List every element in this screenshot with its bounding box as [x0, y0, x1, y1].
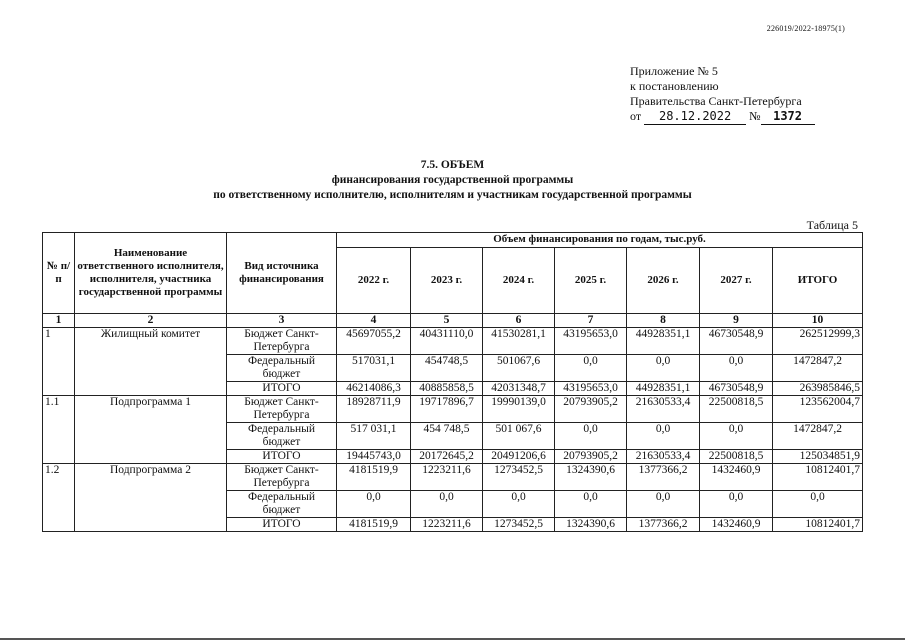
document-title	[0, 158, 905, 203]
value-cell: 0,0	[555, 355, 627, 382]
column-index: 10	[773, 314, 863, 328]
header-year-2023: 2023 г.	[411, 248, 483, 314]
value-cell: 46214086,3	[337, 382, 411, 396]
appendix-block	[630, 64, 815, 125]
value-cell: 501 067,6	[483, 423, 555, 450]
header-volume: Объем финансирования по годам, тыс.руб.	[337, 233, 863, 248]
value-cell: 454 748,5	[411, 423, 483, 450]
value-cell: 0,0	[700, 423, 773, 450]
funding-source: ИТОГО	[227, 382, 337, 396]
value-cell: 0,0	[555, 423, 627, 450]
funding-source: Бюджет Санкт-Петербурга	[227, 328, 337, 355]
column-index-row	[43, 314, 863, 328]
value-cell: 19717896,7	[411, 396, 483, 423]
value-cell: 22500818,5	[700, 450, 773, 464]
title-line-1: 7.5. ОБЪЕМ	[420, 159, 485, 171]
value-cell: 45697055,2	[337, 328, 411, 355]
value-cell: 1432460,9	[700, 518, 773, 532]
table-row	[43, 464, 863, 491]
value-cell: 21630533,4	[627, 450, 700, 464]
appendix-date-line	[630, 109, 815, 125]
header-year-2027: 2027 г.	[700, 248, 773, 314]
value-cell: 1223211,6	[411, 518, 483, 532]
value-cell: 454748,5	[411, 355, 483, 382]
total-cell: 263985846,5	[773, 382, 863, 396]
value-cell: 1223211,6	[411, 464, 483, 491]
value-cell: 20793905,2	[555, 450, 627, 464]
value-cell: 1273452,5	[483, 518, 555, 532]
column-index: 6	[483, 314, 555, 328]
header-year-2022: 2022 г.	[337, 248, 411, 314]
value-cell: 43195653,0	[555, 382, 627, 396]
header-name: Наименование ответственного исполнителя, исполнителя, участника государственной программы	[75, 233, 227, 314]
column-index: 9	[700, 314, 773, 328]
appendix-line-3: Правительства Санкт-Петербурга	[630, 94, 802, 108]
value-cell: 517031,1	[337, 355, 411, 382]
funding-source: ИТОГО	[227, 518, 337, 532]
value-cell: 501067,6	[483, 355, 555, 382]
value-cell: 19445743,0	[337, 450, 411, 464]
value-cell: 4181519,9	[337, 518, 411, 532]
resolution-number: 1372	[761, 109, 815, 125]
appendix-line-2: к постановлению	[630, 79, 719, 93]
value-cell: 46730548,9	[700, 382, 773, 396]
value-cell: 1324390,6	[555, 464, 627, 491]
value-cell: 18928711,9	[337, 396, 411, 423]
executor-name: Подпрограмма 1	[75, 396, 227, 464]
value-cell: 0,0	[627, 423, 700, 450]
funding-source: ИТОГО	[227, 450, 337, 464]
column-index: 3	[227, 314, 337, 328]
value-cell: 4181519,9	[337, 464, 411, 491]
value-cell: 20491206,6	[483, 450, 555, 464]
title-line-2: финансирования государственной программы	[331, 174, 574, 186]
value-cell: 0,0	[700, 355, 773, 382]
number-label: №	[749, 109, 761, 123]
value-cell: 0,0	[700, 491, 773, 518]
value-cell: 46730548,9	[700, 328, 773, 355]
value-cell: 0,0	[483, 491, 555, 518]
table-label: Таблица 5	[806, 218, 858, 232]
header-no: № п/п	[43, 233, 75, 314]
column-index: 1	[43, 314, 75, 328]
value-cell: 42031348,7	[483, 382, 555, 396]
value-cell: 1324390,6	[555, 518, 627, 532]
funding-source: Федеральный бюджет	[227, 423, 337, 450]
document-reference-number: 226019/2022-18975(1)	[766, 24, 845, 33]
funding-source: Федеральный бюджет	[227, 491, 337, 518]
total-cell: 125034851,9	[773, 450, 863, 464]
column-index: 7	[555, 314, 627, 328]
financing-table	[42, 232, 863, 532]
column-index: 2	[75, 314, 227, 328]
total-cell: 262512999,3	[773, 328, 863, 355]
value-cell: 19990139,0	[483, 396, 555, 423]
table-row	[43, 396, 863, 423]
row-number: 1	[43, 328, 75, 396]
value-cell: 1432460,9	[700, 464, 773, 491]
header-year-2025: 2025 г.	[555, 248, 627, 314]
from-label: от	[630, 109, 642, 123]
value-cell: 517 031,1	[337, 423, 411, 450]
funding-source: Бюджет Санкт-Петербурга	[227, 396, 337, 423]
title-line-3: по ответственному исполнителю, исполнителям и участникам государственной программы	[213, 189, 692, 201]
value-cell: 0,0	[555, 491, 627, 518]
row-number: 1.2	[43, 464, 75, 532]
executor-name: Жилищный комитет	[75, 328, 227, 396]
table-row	[43, 328, 863, 355]
total-cell: 1472847,2	[773, 423, 863, 450]
row-number: 1.1	[43, 396, 75, 464]
column-index: 5	[411, 314, 483, 328]
value-cell: 0,0	[627, 491, 700, 518]
value-cell: 43195653,0	[555, 328, 627, 355]
resolution-date: 28.12.2022	[644, 109, 746, 125]
total-cell: 10812401,7	[773, 518, 863, 532]
value-cell: 44928351,1	[627, 382, 700, 396]
funding-source: Федеральный бюджет	[227, 355, 337, 382]
total-cell: 10812401,7	[773, 464, 863, 491]
value-cell: 21630533,4	[627, 396, 700, 423]
column-index: 8	[627, 314, 700, 328]
value-cell: 22500818,5	[700, 396, 773, 423]
value-cell: 0,0	[337, 491, 411, 518]
appendix-line-1: Приложение № 5	[630, 64, 718, 78]
value-cell: 1377366,2	[627, 464, 700, 491]
header-year-2024: 2024 г.	[483, 248, 555, 314]
value-cell: 41530281,1	[483, 328, 555, 355]
value-cell: 20172645,2	[411, 450, 483, 464]
header-total: ИТОГО	[773, 248, 863, 314]
total-cell: 123562004,7	[773, 396, 863, 423]
total-cell: 1472847,2	[773, 355, 863, 382]
value-cell: 0,0	[411, 491, 483, 518]
header-year-2026: 2026 г.	[627, 248, 700, 314]
funding-source: Бюджет Санкт-Петербурга	[227, 464, 337, 491]
value-cell: 1377366,2	[627, 518, 700, 532]
value-cell: 20793905,2	[555, 396, 627, 423]
header-source: Вид источника финансирования	[227, 233, 337, 314]
value-cell: 1273452,5	[483, 464, 555, 491]
total-cell: 0,0	[773, 491, 863, 518]
value-cell: 44928351,1	[627, 328, 700, 355]
value-cell: 40885858,5	[411, 382, 483, 396]
value-cell: 40431110,0	[411, 328, 483, 355]
value-cell: 0,0	[627, 355, 700, 382]
column-index: 4	[337, 314, 411, 328]
executor-name: Подпрограмма 2	[75, 464, 227, 532]
